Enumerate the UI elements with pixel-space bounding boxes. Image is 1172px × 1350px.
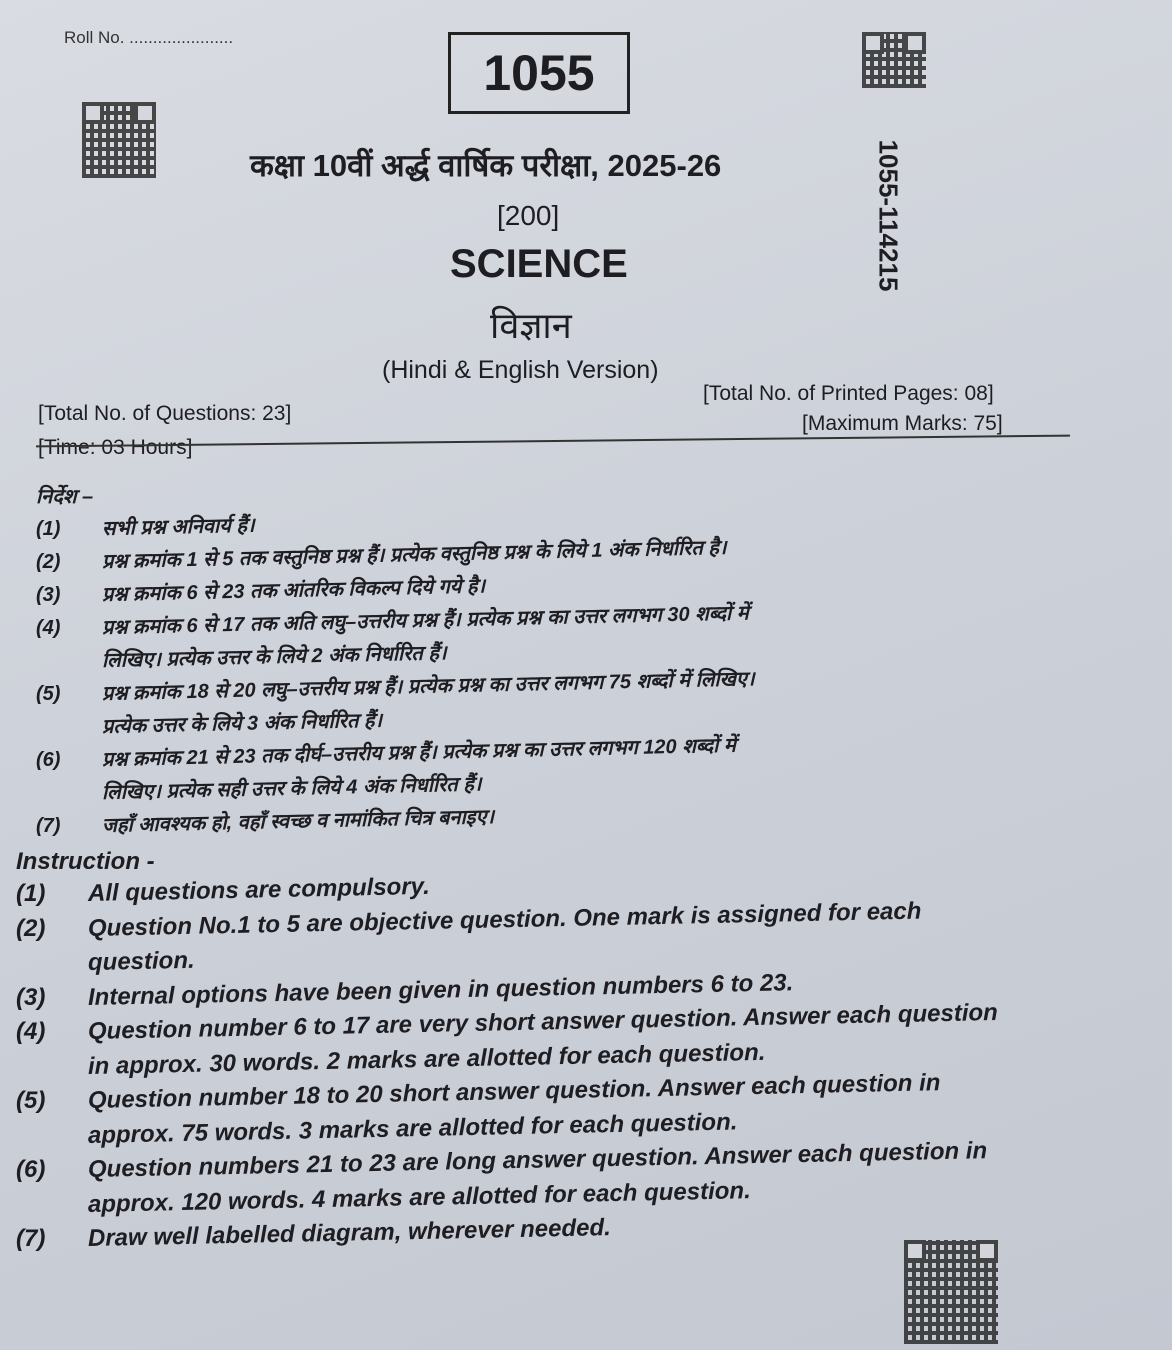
exam-title: कक्षा 10वीं अर्द्ध वार्षिक परीक्षा, 2025-26	[250, 148, 722, 183]
paper-code: 1055	[448, 32, 630, 114]
hindi-instructions	[36, 486, 1086, 846]
instruction-text: Question number 6 to 17 are very short answer question. Answer each question	[87, 998, 999, 1045]
instruction-number: (6)	[16, 1156, 46, 1183]
instruction-text: प्रश्न क्रमांक 18 से 20 लघु–उत्तरीय प्रश्न हैं। प्रत्येक प्रश्न का उत्तर लगभग 75 शब्दों में लिखिए।	[101, 668, 755, 705]
instruction-number: (5)	[16, 1087, 46, 1114]
maximum-marks: [Maximum Marks: 75]	[802, 412, 1003, 435]
qr-code-icon	[904, 1240, 998, 1344]
instruction-text: प्रश्न क्रमांक 21 से 23 तक दीर्घ–उत्तरीय प्रश्न हैं। प्रत्येक प्रश्न का उत्तर लगभग 120 शब्दों में	[101, 734, 737, 771]
instruction-text: in approx. 30 words. 2 marks are allotted for each question.	[87, 1038, 766, 1080]
instruction-number: (6)	[36, 749, 61, 771]
instruction-number: (3)	[16, 983, 46, 1011]
instruction-number: (5)	[36, 683, 61, 705]
subject-code: [200]	[497, 200, 560, 231]
version-label: (Hindi & English Version)	[382, 356, 659, 384]
subject-title: SCIENCE	[450, 242, 628, 286]
instruction-text: approx. 120 words. 4 marks are allotted for each question.	[87, 1176, 752, 1218]
side-serial-code: 1055-114215	[873, 139, 904, 292]
time-allowed: [Time: 03 Hours]	[38, 436, 193, 459]
roll-number-field: Roll No. ......................	[64, 28, 234, 47]
instruction-number: (2)	[36, 551, 61, 573]
hindi-heading: निर्देश –	[36, 486, 94, 508]
instruction-number: (7)	[36, 815, 61, 837]
instruction-text: question.	[87, 946, 195, 976]
printed-pages: [Total No. of Printed Pages: 08]	[703, 382, 994, 405]
instruction-text: Internal options have been given in question numbers 6 to 23.	[87, 968, 794, 1011]
instruction-text: Draw well labelled diagram, wherever needed.	[87, 1214, 612, 1252]
instruction-text: लिखिए। प्रत्येक उत्तर के लिये 2 अंक निर्धारित हैं।	[101, 642, 447, 672]
instruction-number: (4)	[36, 617, 61, 639]
instruction-text: प्रश्न क्रमांक 6 से 17 तक अति लघु–उत्तरीय प्रश्न हैं। प्रत्येक प्रश्न का उत्तर लगभग 30 शब्दों में	[101, 602, 749, 639]
instruction-text: All questions are compulsory.	[87, 872, 431, 907]
instruction-text: approx. 75 words. 3 marks are allotted for each question.	[87, 1107, 738, 1149]
instruction-text: Question numbers 21 to 23 are long answer question. Answer each question in	[87, 1137, 988, 1183]
english-instructions	[16, 848, 1116, 1252]
instruction-text: Question number 18 to 20 short answer question. Answer each question in	[87, 1069, 941, 1114]
instruction-text: प्रश्न क्रमांक 6 से 23 तक आंतरिक विकल्प दिये गये है।	[101, 575, 486, 606]
instruction-text: जहाँ आवश्यक हो, वहाँ स्वच्छ व नामांकित चित्र बनाइए।	[101, 806, 495, 837]
instruction-text: सभी प्रश्न अनिवार्य हैं।	[101, 514, 255, 540]
subject-title-hindi: विज्ञान	[490, 305, 572, 346]
instruction-number: (7)	[16, 1225, 46, 1252]
instruction-number: (2)	[16, 914, 46, 942]
instruction-number: (4)	[16, 1018, 46, 1045]
instruction-text: लिखिए। प्रत्येक सही उत्तर के लिये 4 अंक निर्धारित हैं।	[101, 773, 482, 804]
english-heading: Instruction -	[16, 848, 155, 875]
qr-code-icon	[862, 32, 926, 88]
instruction-text: Question No.1 to 5 are objective question. One mark is assigned for each	[87, 897, 922, 942]
total-questions: [Total No. of Questions: 23]	[38, 402, 292, 425]
instruction-number: (1)	[16, 880, 46, 907]
instruction-text: प्रत्येक उत्तर के लिये 3 अंक निर्धारित हैं।	[101, 709, 383, 738]
instruction-number: (1)	[36, 518, 61, 540]
instruction-number: (3)	[36, 584, 61, 606]
instruction-text: प्रश्न क्रमांक 1 से 5 तक वस्तुनिष्ठ प्रश्न हैं। प्रत्येक वस्तुनिष्ठ प्रश्न के लिये 1 अंक निर्धारित है।	[101, 536, 727, 573]
qr-code-icon	[82, 102, 156, 178]
